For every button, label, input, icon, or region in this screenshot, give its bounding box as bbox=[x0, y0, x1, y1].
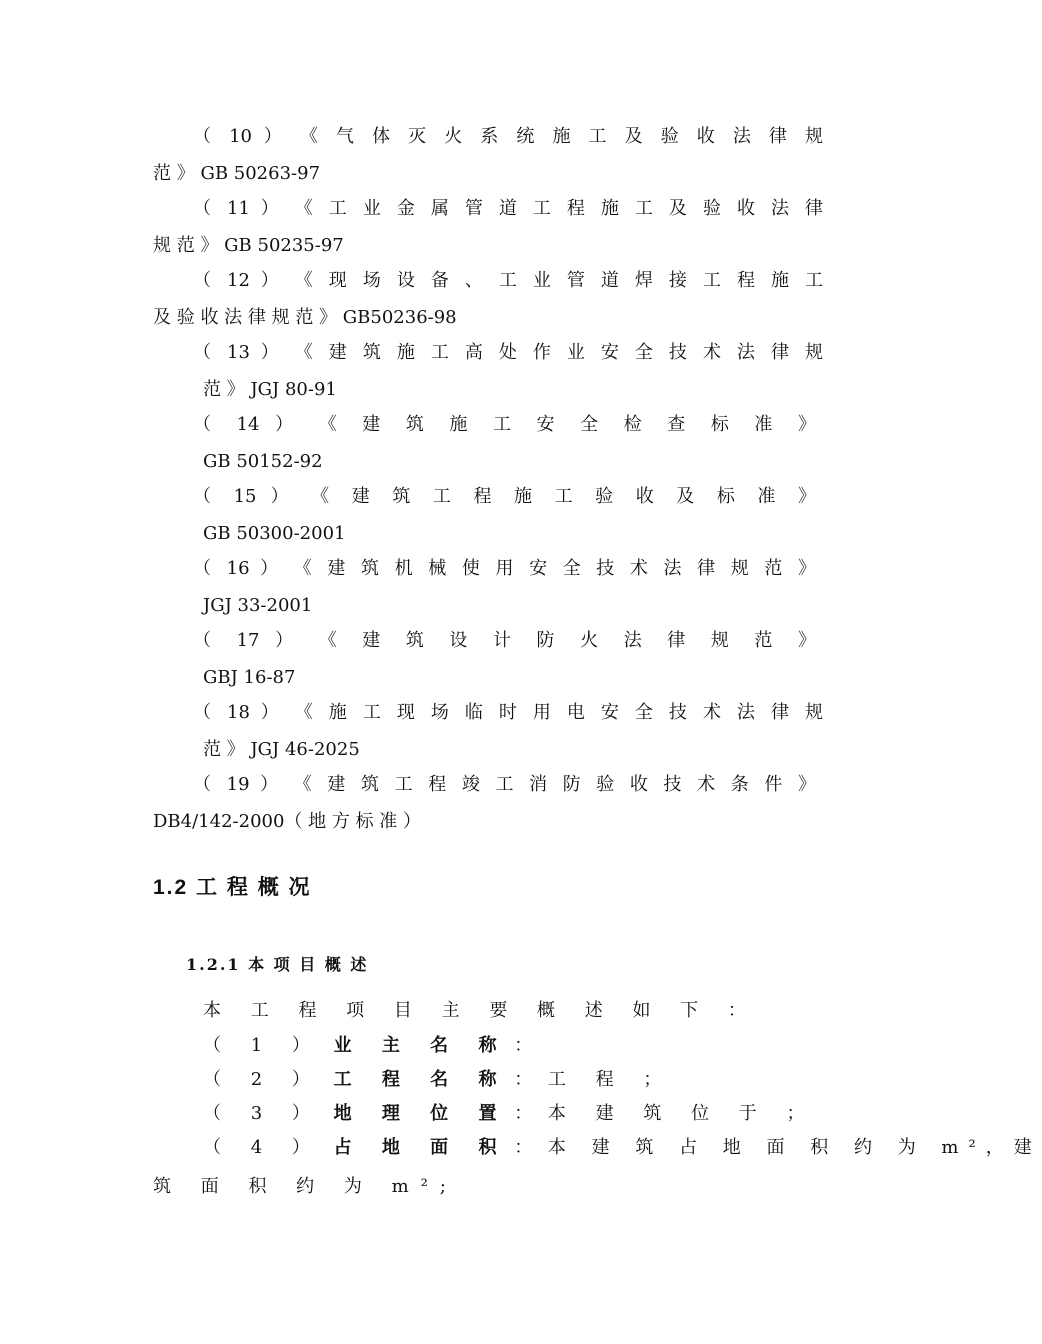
reference-16-line2: JGJ 33-2001 bbox=[203, 595, 313, 616]
item-number: （ 3 ） bbox=[203, 1103, 322, 1124]
item-value: 本 建 筑 占 地 面 积 约 为 m²，建 bbox=[547, 1137, 1042, 1158]
reference-14-line1: （ 14 ） 《 建 筑 施 工 安 全 检 查 标 准 》 bbox=[193, 414, 816, 435]
item-label: 工 程 名 称 bbox=[333, 1069, 509, 1090]
item-owner-name bbox=[203, 1034, 542, 1058]
item-value: 本 建 筑 位 于 ； bbox=[547, 1103, 817, 1124]
subsection-heading: 1.2.1 本 项 目 概 述 bbox=[186, 955, 369, 974]
item-land-area bbox=[203, 1136, 1042, 1160]
reference-11-line1: （ 11 ） 《 工 业 金 属 管 道 工 程 施 工 及 验 收 法 律 bbox=[193, 198, 823, 219]
intro-text: 本 工 程 项 目 主 要 概 述 如 下 ： bbox=[203, 1000, 758, 1021]
reference-19-line1: （ 19 ） 《 建 筑 工 程 竣 工 消 防 验 收 技 术 条 件 》 bbox=[193, 774, 816, 795]
reference-15-line2: GB 50300-2001 bbox=[203, 523, 346, 544]
reference-10-line1: （ 10 ） 《 气 体 灭 火 系 统 施 工 及 验 收 法 律 规 bbox=[193, 126, 823, 147]
item-separator: ： bbox=[514, 1103, 533, 1124]
reference-17-line2: GBJ 16-87 bbox=[203, 667, 296, 688]
reference-10-line2: 范 》 GB 50263-97 bbox=[153, 163, 321, 184]
reference-12-line2: 及 验 收 法 律 规 范 》 GB50236-98 bbox=[153, 307, 457, 328]
item-number: （ 4 ） bbox=[203, 1137, 322, 1158]
item-location bbox=[203, 1102, 817, 1126]
item-number: （ 2 ） bbox=[203, 1069, 322, 1090]
reference-15-line1: （ 15 ） 《 建 筑 工 程 施 工 验 收 及 标 准 》 bbox=[193, 486, 816, 507]
reference-13-line2: 范 》 JGJ 80-91 bbox=[203, 379, 337, 400]
reference-16-line1: （ 16 ） 《 建 筑 机 械 使 用 安 全 技 术 法 律 规 范 》 bbox=[193, 558, 816, 579]
item-number: （ 1 ） bbox=[203, 1035, 322, 1056]
item-separator: ： bbox=[514, 1137, 533, 1158]
section-heading: 1.2 工 程 概 况 bbox=[153, 876, 312, 899]
reference-13-line1: （ 13 ） 《 建 筑 施 工 高 处 作 业 安 全 技 术 法 律 规 bbox=[193, 342, 823, 363]
reference-18-line1: （ 18 ） 《 施 工 现 场 临 时 用 电 安 全 技 术 法 律 规 bbox=[193, 702, 823, 723]
reference-17-line1: （ 17 ） 《 建 筑 设 计 防 火 法 律 规 范 》 bbox=[193, 630, 816, 651]
reference-14-line2: GB 50152-92 bbox=[203, 451, 323, 472]
reference-18-line2: 范 》 JGJ 46-2025 bbox=[203, 739, 360, 760]
reference-11-line2: 规 范 》 GB 50235-97 bbox=[153, 235, 344, 256]
reference-19-line2: DB4/142-2000（ 地 方 标 准 ） bbox=[153, 811, 422, 832]
reference-12-line1: （ 12 ） 《 现 场 设 备 、 工 业 管 道 焊 接 工 程 施 工 bbox=[193, 270, 823, 291]
item-label: 地 理 位 置 bbox=[333, 1103, 509, 1124]
item-land-area-continuation: 筑 面 积 约 为 m²; bbox=[153, 1176, 458, 1197]
item-project-name bbox=[203, 1068, 673, 1092]
item-separator: ： bbox=[514, 1069, 533, 1090]
item-value: 工 程 ； bbox=[547, 1069, 674, 1090]
item-label: 占 地 面 积 bbox=[333, 1137, 509, 1158]
item-separator: ： bbox=[514, 1035, 533, 1056]
item-label: 业 主 名 称 bbox=[333, 1035, 509, 1056]
